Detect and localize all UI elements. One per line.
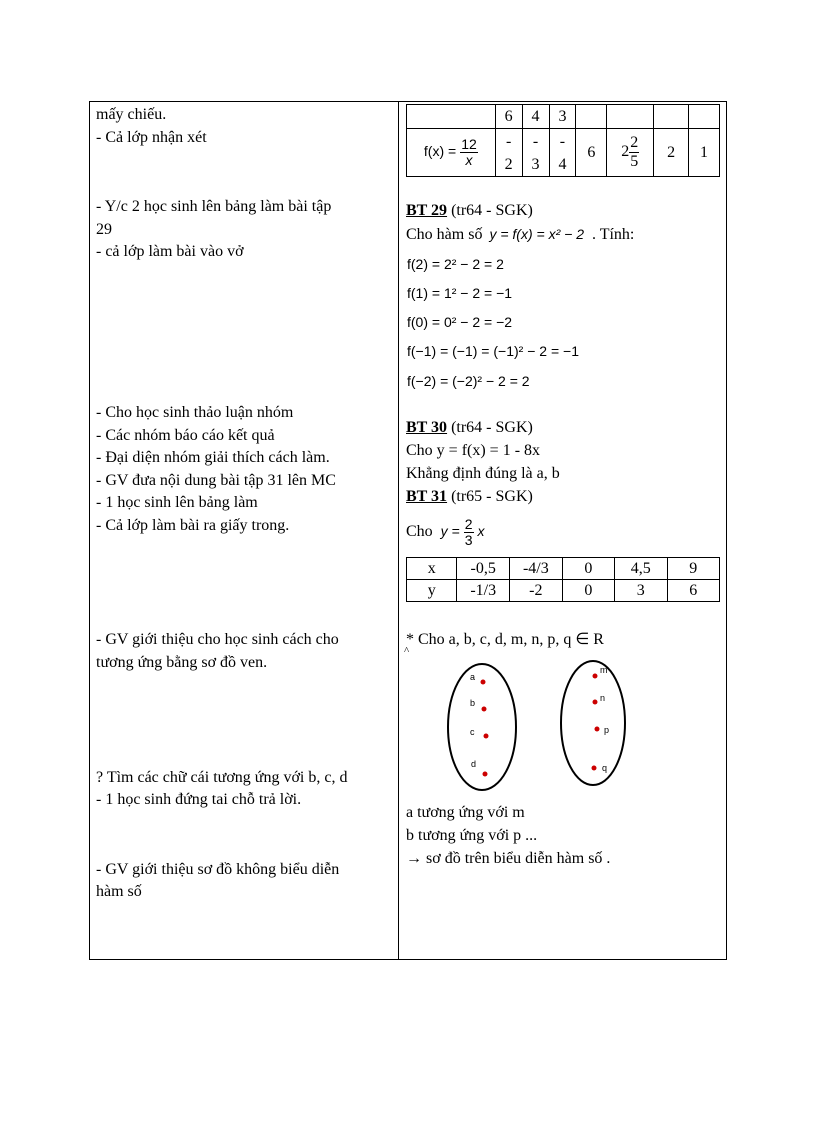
denominator: x [465, 152, 473, 168]
left-text: hàm số [96, 883, 142, 900]
bt29-calc: f(2) = 2² − 2 = 2 [407, 256, 504, 272]
fraction [460, 137, 478, 168]
element-label: m [600, 665, 608, 675]
numerator: 2 [464, 515, 473, 532]
cell [549, 129, 576, 177]
cell: 4 [522, 105, 549, 129]
venn-conclusion: → sơ đồ trên biểu diễn hàm số . [406, 850, 611, 867]
left-text: - 1 học sinh lên bảng làm [96, 494, 258, 511]
venn-diagram [440, 660, 630, 795]
bt31-intro: Cho [406, 523, 433, 540]
bt31-function-line [406, 512, 485, 551]
element-dot [595, 727, 600, 732]
cell-value: 4 [558, 155, 567, 173]
left-text: - 1 học sinh đứng tai chỗ trả lời. [96, 791, 302, 808]
cell [654, 105, 689, 129]
element-dot [483, 772, 488, 777]
left-text: tương ứng bằng sơ đồ ven. [96, 654, 268, 671]
left-text: - GV đưa nội dung bài tập 31 lên MC [96, 472, 336, 489]
left-text: - cả lớp làm bài vào vở [96, 243, 244, 260]
f-label: f(x) = [423, 143, 457, 160]
bt31-ref: (tr65 - SGK) [447, 488, 533, 505]
bt29-calc: f(−2) = (−2)² − 2 = 2 [407, 373, 530, 389]
left-text: - Đại diện nhóm giải thích cách làm. [96, 449, 330, 466]
left-text: - Y/c 2 học sinh lên bảng làm bài tập [96, 198, 332, 215]
venn-result: b tương ứng với p ... [406, 827, 538, 844]
cell: x [407, 558, 457, 580]
left-text: - Cả lớp nhận xét [96, 129, 207, 146]
cell: 6 [495, 105, 522, 129]
caret-mark: ^ [404, 645, 410, 657]
bt29-intro: Cho hàm số [406, 226, 483, 243]
bt31-heading [406, 486, 533, 508]
minus-sign: - [505, 132, 512, 150]
denominator: 3 [464, 531, 473, 548]
bt30-ref: (tr64 - SGK) [447, 419, 533, 436]
cell: -1/3 [457, 580, 510, 602]
left-text: - Cho học sinh thảo luận nhóm [96, 404, 294, 421]
bt29-ref: (tr64 - SGK) [447, 202, 533, 219]
cell: 0 [562, 558, 614, 580]
values-table [406, 104, 720, 177]
cell: 1 [689, 129, 720, 177]
cell-value: 3 [531, 155, 540, 173]
element-label: d [471, 759, 477, 769]
denominator: 5 [630, 153, 639, 170]
bt29-calc: f(0) = 0² − 2 = −2 [407, 314, 513, 330]
fraction [629, 134, 639, 171]
cell [495, 129, 522, 177]
bt31-table [406, 557, 720, 602]
fraction [464, 517, 474, 548]
cell [522, 129, 549, 177]
cell: 4,5 [615, 558, 668, 580]
cell [576, 105, 607, 129]
left-text: - GV giới thiệu cho học sinh cách cho [96, 631, 339, 648]
element-label: n [600, 693, 606, 703]
bt31-title: BT 31 [406, 488, 448, 505]
cell: -2 [510, 580, 563, 602]
cell [689, 105, 720, 129]
bt29-intro-line [406, 223, 634, 246]
element-label: q [602, 763, 608, 773]
bt31-var: x [477, 523, 485, 539]
cell: 6 [667, 580, 719, 602]
cell: 9 [667, 558, 719, 580]
bt29-calc: f(−1) = (−1) = (−1)² − 2 = −1 [407, 343, 579, 359]
left-text: mấy chiếu. [96, 106, 167, 123]
bt29-title: BT 29 [406, 202, 448, 219]
column-divider [398, 101, 399, 960]
bt29-function: y = f(x) = x² − 2 [489, 226, 584, 242]
cell: 3 [615, 580, 668, 602]
cell: 2 [654, 129, 689, 177]
cell: 3 [549, 105, 576, 129]
left-text: 29 [96, 221, 112, 238]
element-dot [481, 680, 486, 685]
venn-result: a tương ứng với m [406, 804, 525, 821]
numerator: 2 [630, 134, 639, 151]
cell: -4/3 [510, 558, 563, 580]
element-label: b [470, 698, 476, 708]
element-dot [482, 707, 487, 712]
cell: -0,5 [457, 558, 510, 580]
function-formula-cell [407, 129, 496, 177]
venn-intro: * Cho a, b, c, d, m, n, p, q ∈ R [406, 631, 604, 648]
cell: 6 [576, 129, 607, 177]
element-dot [593, 674, 598, 679]
bt29-calc: f(1) = 1² − 2 = −1 [407, 285, 513, 301]
cell [407, 105, 496, 129]
bt30-line: Cho y = f(x) = 1 - 8x [406, 442, 541, 459]
left-text: - Cả lớp làm bài ra giấy trong. [96, 517, 290, 534]
element-label: p [604, 725, 610, 735]
bt30-heading [406, 417, 533, 439]
element-label: c [470, 727, 475, 737]
minus-sign: - [559, 132, 566, 150]
bt29-tail: . Tính: [591, 226, 635, 243]
numerator: 12 [461, 136, 477, 152]
cell-value: 2 [504, 155, 513, 173]
element-dot [484, 734, 489, 739]
bt29-heading [406, 200, 533, 222]
left-text: - GV giới thiệu sơ đồ không biểu diễn [96, 861, 340, 878]
element-dot [593, 700, 598, 705]
element-dot [592, 766, 597, 771]
bt30-title: BT 30 [406, 419, 448, 436]
cell: 0 [562, 580, 614, 602]
left-text: ? Tìm các chữ cái tương ứng với b, c, d [96, 769, 348, 786]
cell [607, 105, 654, 129]
element-label: a [470, 672, 476, 682]
left-text: - Các nhóm báo cáo kết quả [96, 427, 275, 444]
minus-sign: - [532, 132, 539, 150]
mixed-whole: 2 [621, 143, 630, 161]
mixed-number-cell [607, 129, 654, 177]
bt30-line: Khẳng định đúng là a, b [406, 465, 560, 482]
cell: y [407, 580, 457, 602]
bt31-y-eq: y = [440, 523, 460, 539]
